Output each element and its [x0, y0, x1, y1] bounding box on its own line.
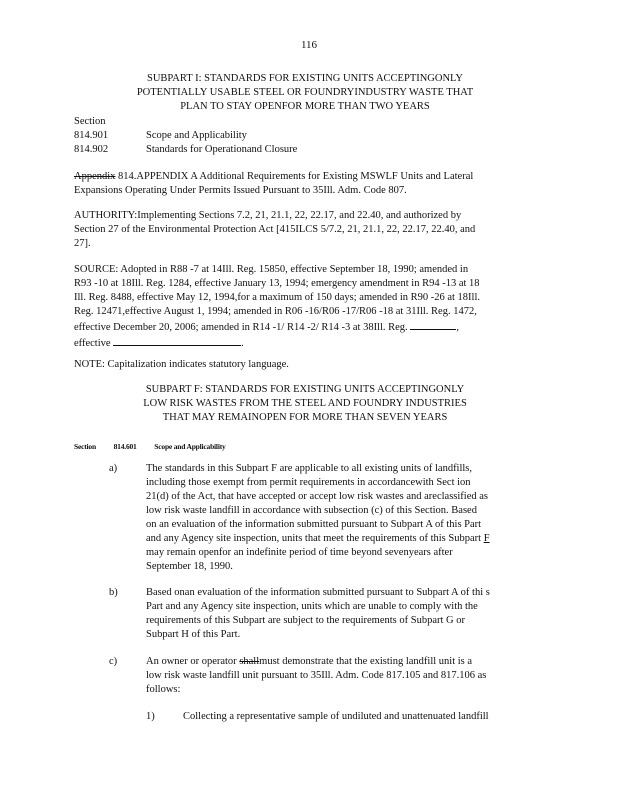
heading-line: LOW RISK WASTES FROM THE STEEL AND FOUNDRY INDUSTRIES — [143, 398, 467, 409]
section-title: Scope and Applicability — [154, 442, 226, 451]
appendix-entry — [74, 170, 530, 198]
text-line: follows: — [146, 684, 181, 695]
authority-line: AUTHORITY:Implementing Sections 7.2, 21, 21.1, 22, 22.17, and 22.40, and authorized by — [74, 210, 462, 221]
subsection-label: 1) — [146, 711, 155, 722]
subpart-f-heading — [70, 383, 540, 425]
heading-line: SUBPART I: STANDARDS FOR EXISTING UNITS ACCEPTINGONLY — [146, 73, 463, 84]
source-line: Ill. Reg. 8488, effective May 12, 1994,for a maximum of 150 days; amended in R90 -26 at 18Ill. — [74, 292, 481, 303]
subsection-b — [109, 586, 538, 642]
source-line-text: effective December 20, 2006; amended in R14 -1/ R14 -2/ R14 -3 at 38Ill. Reg. — [74, 322, 408, 333]
subsection-c — [109, 655, 538, 697]
text-line: including those exempt from permit requirements in accordancewith Sect ion — [146, 477, 471, 488]
authority-note — [74, 209, 530, 251]
subsection-c-1 — [146, 710, 538, 724]
toc-row — [74, 129, 297, 143]
subsection-label: c) — [109, 656, 118, 667]
text-line: Part and any Agency site inspection, units which are unable to comply with the — [146, 601, 478, 612]
table-of-contents — [74, 115, 297, 157]
section-label: Section — [74, 442, 96, 451]
heading-line: SUBPART F: STANDARDS FOR EXISTING UNITS ACCEPTINGONLY — [145, 384, 465, 395]
appendix-text: Expansions Operating Under Permits Issued Pursuant to 35Ill. Adm. Code 807. — [74, 185, 407, 196]
toc-row — [74, 143, 297, 157]
text-line: low risk waste landfill unit pursuant to 35Ill. Adm. Code 817.105 and 817.106 as — [146, 670, 487, 681]
source-line: Reg. 12471,effective August 1, 1994; amended in R06 -16/R06 -17/R06 -18 at 31Ill. Reg. 1472, — [74, 306, 477, 317]
toc-section-title: Standards for Operationand Closure — [146, 144, 298, 155]
appendix-text: 814.APPENDIX A Additional Requirements for Existing MSWLF Units and Lateral — [118, 171, 474, 182]
subsection-text — [146, 462, 490, 574]
source-line — [74, 335, 530, 351]
subsection-a — [109, 462, 538, 574]
toc-section-number: 814.901 — [74, 130, 109, 141]
text-line: The standards in this Subpart F are applicable to all existing units of landfills, — [146, 463, 473, 474]
heading-line: PLAN TO STAY OPENFOR MORE THAN TWO YEARS — [180, 101, 430, 112]
heading-line: POTENTIALLY USABLE STEEL OR FOUNDRYINDUSTRY WASTE THAT — [136, 87, 474, 98]
subsection-text — [146, 586, 490, 642]
capitalization-note: NOTE: Capitalization indicates statutory language. — [74, 359, 289, 370]
subsection-label: a) — [109, 463, 118, 474]
subsection-label: b) — [109, 587, 118, 598]
text-line: low risk waste landfill in accordance with subsection (c) of this Section. Based — [146, 505, 477, 516]
struck-text: shall — [239, 656, 260, 667]
blank-field — [113, 335, 241, 346]
punctuation: , — [456, 322, 459, 333]
text-line-part: and any Agency site inspection, units that meet the requirements of this Subpart — [146, 533, 482, 544]
text-line — [146, 655, 486, 669]
section-heading — [74, 440, 242, 454]
text-line: Subpart H of this Part. — [146, 629, 241, 640]
blank-field — [410, 319, 456, 330]
toc-section-title: Scope and Applicability — [146, 130, 247, 141]
text-line-part: An owner or operator — [146, 656, 237, 667]
text-line: may remain openfor an indefinite period of time beyond sevenyears after — [146, 547, 453, 558]
authority-line: Section 27 of the Environmental Protection Act [415ILCS 5/7.2, 21, 21.1, 22, 22.17, 22.40, and — [74, 224, 476, 235]
text-line: requirements of this Subpart are subject to the requirements of Subpart G or — [146, 615, 465, 626]
heading-line: THAT MAY REMAINOPEN FOR MORE THAN SEVEN YEARS — [162, 412, 448, 423]
subsection-text: Collecting a representative sample of undiluted and unattenuated landfill — [183, 711, 489, 722]
struck-text: Appendix — [74, 171, 116, 182]
text-line: September 18, 1990. — [146, 561, 233, 572]
source-note — [74, 263, 530, 351]
subpart-i-heading — [70, 72, 540, 114]
toc-label: Section — [74, 116, 106, 127]
source-line: SOURCE: Adopted in R88 -7 at 14Ill. Reg. 15850, effective September 18, 1990; amended in — [74, 264, 469, 275]
underlined-insert: F — [483, 533, 490, 544]
text-line-part: must demonstrate that the existing landfill unit is a — [259, 656, 473, 667]
toc-section-number: 814.902 — [74, 144, 109, 155]
source-line-text: effective — [74, 338, 111, 349]
text-line: Based onan evaluation of the information submitted pursuant to Subpart A of thi s — [146, 587, 490, 598]
page-number: 116 — [300, 39, 318, 51]
punctuation: . — [241, 338, 244, 349]
text-line: 21(d) of the Act, that have accepted or accept low risk wastes and areclassified as — [146, 491, 488, 502]
text-line — [146, 532, 490, 546]
section-number: 814.601 — [113, 442, 137, 451]
text-line: on an evaluation of the information submitted pursuant to Subpart A of this Part — [146, 519, 482, 530]
source-line: R93 -10 at 18Ill. Reg. 1284, effective January 13, 1994; emergency amendment in R94 -13 at 18 — [74, 278, 480, 289]
source-line — [74, 319, 530, 335]
authority-line: 27]. — [74, 238, 91, 249]
subsection-text — [146, 655, 486, 697]
